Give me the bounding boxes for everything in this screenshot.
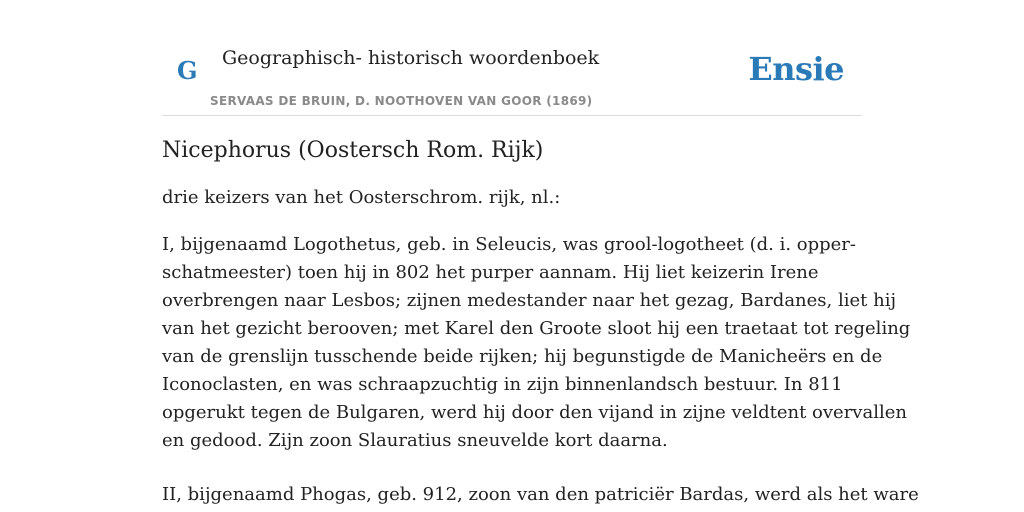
entry-title: Nicephorus (Oostersch Rom. Rijk) [162, 138, 544, 163]
book-initial-icon[interactable]: G [177, 56, 198, 85]
paragraph-line: overbrengen naar Lesbos; zijnen medestander naar het gezag, Bardanes, liet hij [162, 290, 897, 311]
paragraph-line: II, bijgenaamd Phogas, geb. 912, zoon van den patriciër Bardas, werd als het ware [162, 484, 919, 505]
paragraph-line: opgerukt tegen de Bulgaren, werd hij door den vijand in zijne veldtent overvallen [162, 402, 907, 423]
ensie-logo[interactable]: Ensie [748, 50, 844, 88]
paragraph-line: en gedood. Zijn zoon Slauratius sneuvelde kort daarna. [162, 430, 668, 451]
entry-paragraph-2 [162, 481, 919, 509]
paragraph-line: van het gezicht berooven; met Karel den Groote sloot hij een traetaat tot regeling [162, 318, 911, 339]
paragraph-line: Iconoclasten, en was schraapzuchtig in zijn binnenlandsch bestuur. In 811 [162, 374, 843, 395]
paragraph-line: I, bijgenaamd Logothetus, geb. in Seleucis, was grool-logotheet (d. i. opper- [162, 234, 856, 255]
paragraph-line: van de grenslijn tusschende beide rijken; hij begunstigde de Manicheërs en de [162, 346, 883, 367]
entry-intro: drie keizers van het Oosterschrom. rijk, nl.: [162, 187, 561, 208]
book-author-line: SERVAAS DE BRUIN, D. NOOTHOVEN VAN GOOR (1869) [210, 94, 593, 108]
entry-paragraph-1 [162, 231, 911, 455]
paragraph-line: schatmeester) toen hij in 802 het purper aannam. Hij liet keizerin Irene [162, 262, 819, 283]
header [162, 36, 862, 116]
entry-content [162, 138, 919, 509]
book-title-link[interactable]: Geographisch- historisch woordenboek [222, 47, 600, 69]
